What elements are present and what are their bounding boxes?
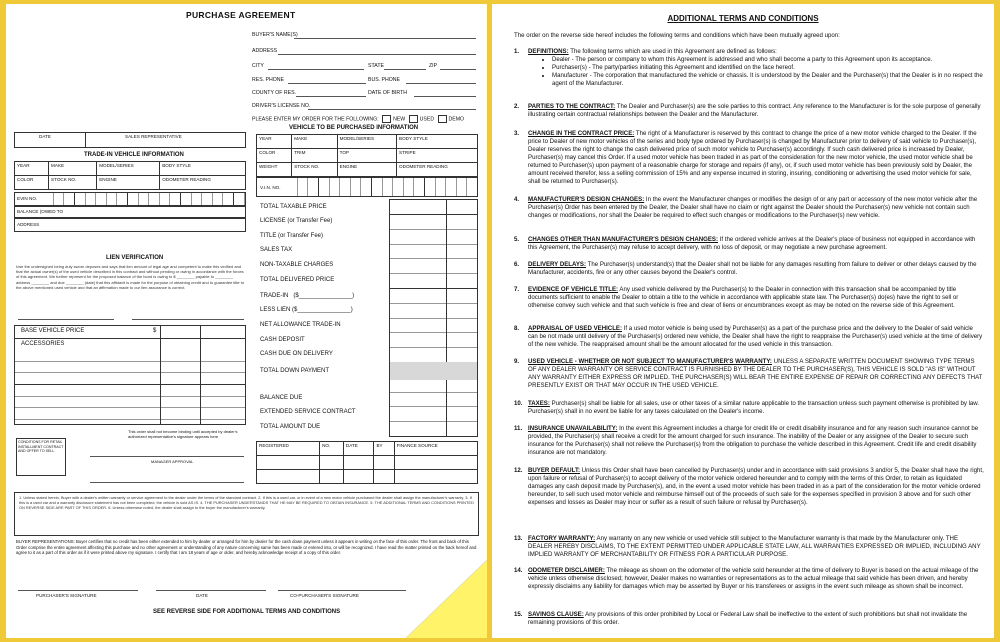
term-number: 4. [514, 196, 520, 203]
term-body [528, 48, 984, 88]
accessories-label: ACCESSORIES [21, 341, 65, 347]
term-15 [514, 611, 984, 627]
sig-date-label: DATE [196, 593, 208, 598]
veh-vin-box[interactable] [256, 177, 478, 197]
veh-body[interactable]: BODY STYLE [397, 135, 478, 149]
term-heading: MANUFACTURER'S DESIGN CHANGES: [528, 196, 645, 203]
reg-registered[interactable]: REGISTERED [257, 442, 320, 456]
divider [160, 338, 161, 424]
term-number: 15. [514, 611, 523, 618]
bus-phone-label: BUS. PHONE [368, 77, 400, 83]
term-7 [514, 286, 984, 310]
balance-label: BALANCE (OWED TO [17, 209, 64, 214]
divider [160, 326, 161, 338]
approval-line-2[interactable] [90, 482, 244, 483]
co-purchaser-signature-label: CO-PURCHASER'S SIGNATURE [290, 593, 359, 598]
vin-label: EVIN NO. [17, 196, 38, 201]
buyer-representations: BUYER REPRESENTATIONS: Buyer certifies that no credit has been either extended to him by dealer or arranged for him by dealer for the cash down payment unless it appears in writing on the face of this order. The front and back of this Order comprise the entire agreement affecting this purchase and no other agreement or understanding of any nature concerning same has been made or entered into, or will be recognized. I have read the matter printed on the back hereof and agree to it as a part of this order as if it were printed above my signature. I certify that I am 18 years of age or older, and hereby acknowledge receipt of a copy of this order. [16, 539, 477, 556]
reg-cell[interactable] [320, 470, 344, 484]
term-number: 10. [514, 400, 523, 407]
term-3 [514, 130, 984, 186]
county-label: COUNTY OF RES. [252, 90, 297, 96]
term-body [528, 467, 984, 507]
reg-cell[interactable] [343, 470, 374, 484]
lien-signature-line-2[interactable] [132, 319, 244, 320]
trade-year[interactable]: YEAR [15, 162, 49, 176]
vehicle-table [256, 134, 478, 177]
price-line-5: TOTAL DELIVERED PRICE [260, 277, 335, 283]
term-text: In the event the Manufacturer changes or modifies the design of or any part or accessory of the new motor vehicle after the Purchaser(s) Order has been entered by the Dealer, the Dealer shall have no claim or right against the Dealer should the Purchaser(s) new vehicle not contain such changes or modifications, nor shall the Dealer be required to effect such changes or modifications to the Purchaser(s) new vehicle. [528, 196, 978, 219]
term-heading: CHANGES OTHER THAN MANUFACTURER'S DESIGN CHANGES: [528, 236, 719, 243]
term-number: 8. [514, 325, 520, 332]
reg-date[interactable]: DATE [343, 442, 374, 456]
address-label: ADDRESS [252, 48, 278, 54]
price-rows[interactable] [390, 200, 477, 436]
conditions-small-box: CONDITIONS FOR RETAIL INSTALLMENT CONTRACT AND OFFER TO SELL [16, 438, 66, 476]
veh-model[interactable]: MODEL/SERIES [337, 135, 396, 149]
dollar-sign: $ [153, 328, 157, 334]
lien-signature-line[interactable] [18, 319, 114, 320]
co-purchaser-signature-line[interactable] [278, 590, 410, 591]
demo-label: DEMO [448, 116, 465, 123]
term-number: 11. [514, 425, 523, 432]
new-label: NEW [393, 116, 406, 123]
base-price-box [14, 325, 246, 425]
reg-cell[interactable] [257, 456, 320, 470]
reg-cell[interactable] [394, 470, 477, 484]
term-body [528, 358, 984, 390]
term-heading: SAVINGS CLAUSE: [528, 611, 584, 618]
veh-color[interactable]: COLOR [257, 149, 292, 163]
see-reverse-note: SEE REVERSE SIDE FOR ADDITIONAL TERMS AND CONDITIONS [153, 609, 341, 615]
divider [200, 326, 201, 424]
trade-dollar: $ [295, 293, 299, 299]
trade-body[interactable]: BODY STYLE [160, 162, 246, 176]
veh-vin-label: V.I.N. NO. [260, 185, 281, 190]
sales-rep-label: SALES REPRESENTATIVE [125, 134, 182, 139]
term-10 [514, 400, 984, 416]
base-price-row [15, 326, 245, 339]
trade-in-text: TRADE-IN [260, 293, 289, 299]
trade-in-title: TRADE-IN VEHICLE INFORMATION [84, 152, 184, 158]
term-heading: BUYER DEFAULT: [528, 467, 581, 474]
term-body [528, 130, 984, 186]
allowance-line-2: CASH DUE ON DELIVERY [260, 351, 333, 357]
reg-cell[interactable] [257, 470, 320, 484]
term-text: Any used vehicle delivered by the Purchaser(s) to the Dealer in connection with this transaction shall be accompanied by title documents sufficient to enable the Dealer to obtain a title to the vehicle in accordance with applicable state law. The Purchaser(s) do(es) have the right to sell or otherwise convey such vehicle and that such vehicle is free and clear of liens or encumbrances except as may be noted on the reverse side of this Agreement. [528, 286, 959, 309]
terms-intro: The order on the reverse side hereof includes the following terms and conditions which have been mutually agreed upon: [514, 32, 840, 39]
term-body [528, 611, 984, 627]
price-column [389, 199, 478, 437]
price-line-1: LICENSE (or Transfer Fee) [260, 218, 333, 224]
trade-address-box[interactable] [14, 218, 246, 232]
vin-cells [43, 193, 245, 205]
carbon-copy-corner [406, 560, 487, 638]
page-title: PURCHASE AGREEMENT [186, 10, 296, 20]
accessories-lines[interactable] [15, 350, 245, 424]
veh-weight[interactable]: WEIGHT [257, 163, 292, 177]
city-line[interactable] [268, 69, 364, 70]
zip-label: ZIP [429, 63, 438, 69]
term-body [528, 325, 984, 349]
veh-engine[interactable]: ENGINE [337, 163, 396, 177]
balance-line-2: TOTAL AMOUNT DUE [260, 424, 321, 430]
reg-cell[interactable] [374, 470, 394, 484]
veh-year[interactable]: YEAR [257, 135, 292, 149]
term-text: UNLESS A SEPARATE WRITTEN DOCUMENT SHOWING TYPE TERMS OF ANY DEALER WARRANTY OR SERVICE CONTRACT IS FURNISHED BY THE DEALER TO THE PURCHASER(S), THIS VEHICLE IS SOLD "AS IS" WITHOUT ANY WARRANTY EITHER EXPRESS OR IMPLIED. THE PURCHASER(S) WILL BEAR THE ENTIRE EXPENSE OF REPAIR OR CORRECTING ANY DEFECTS THAT PRESENTLY EXIST OR THAT MAY OCCUR IN THE USED VEHICLE. [528, 358, 983, 389]
allowance-line-3: TOTAL DOWN PAYMENT [260, 368, 330, 374]
term-text: If a used motor vehicle is being used by Purchaser(s) as a part of the purchase price and the delivery to the Dealer of said vehicle can be not made until delivery of the Purchaser(s) ordered new vehicle, the Dealer shall have the right to reappraise the Purchaser(s) used vehicle at the time of delivery of the new vehicle. The reappraised amount shall be the amount allocated for the used vehicle in this transaction. [528, 325, 983, 348]
purchaser-signature-line[interactable] [18, 590, 138, 591]
term-number: 5. [514, 236, 520, 243]
term-heading: DELIVERY DELAYS: [528, 261, 587, 268]
address-line[interactable] [278, 54, 476, 55]
term-body [528, 236, 984, 252]
dob-line[interactable] [414, 96, 476, 97]
date-line[interactable] [156, 590, 266, 591]
term-body [528, 567, 984, 591]
term-heading: TAXES: [528, 400, 550, 407]
manager-approval-label: MANAGER APPROVAL [151, 459, 194, 464]
veh-top[interactable]: TOP [337, 149, 396, 163]
reg-cell[interactable] [320, 456, 344, 470]
term-11 [514, 425, 984, 457]
purchase-agreement-front [6, 4, 487, 638]
term-text: Unless this Order shall have been cancelled by Purchaser(s) under and in accordance with said provisions 3 and/or 5, the Dealer shall have the right, upon failure or refusal of Purchaser(s) to accept delivery of the motor vehicle ordered hereunder and to comply with the terms of this Order, to retain as liquidated damages any cash deposit made by Purchaser(s), and, in the event a used motor vehicle has been traded in as a part of the consideration for the motor vehicle ordered hereunder, to sell such used motor vehicle and reimburse himself out of the proceeds of such sale for the expenses specified in provision 3 above and for such other expenses and losses as Dealer may incur or suffer as a result of such failure or refusal by Purchaser(s). [528, 467, 984, 506]
term-heading: INSURANCE UNAVAILABILITY: [528, 425, 618, 432]
term-number: 14. [514, 567, 523, 574]
reg-cell[interactable] [374, 456, 394, 470]
term-6 [514, 261, 984, 277]
term-bullets [542, 56, 984, 88]
veh-vin-cells [287, 178, 477, 196]
term-1 [514, 48, 984, 88]
balance-line-0: BALANCE DUE [260, 395, 303, 401]
city-label: CITY [252, 63, 264, 69]
state-line[interactable] [384, 69, 426, 70]
term-5 [514, 236, 984, 252]
trade-model[interactable]: MODEL/SERIES [97, 162, 160, 176]
term-heading: FACTORY WARRANTY: [528, 535, 596, 542]
demo-checkbox[interactable] [438, 115, 447, 123]
veh-stripe[interactable]: STRIPE [397, 149, 478, 163]
terms-title: ADDITIONAL TERMS AND CONDITIONS [667, 14, 819, 23]
term-body [528, 425, 984, 457]
term-body [528, 261, 984, 277]
used-label: USED [419, 116, 435, 123]
term-heading: CHANGE IN THE CONTRACT PRICE: [528, 130, 635, 137]
lien-title: LIEN VERIFICATION [106, 255, 164, 261]
term-12 [514, 467, 984, 507]
dob-label: DATE OF BIRTH [368, 90, 408, 96]
term-text: The following terms which are used in this Agreement are defined as follows: [570, 48, 777, 55]
term-text: The Dealer and Purchaser(s) are the sole parties to this contract. Any reference to the Manufacturer is for the sole purpose of generally illustrating certain contractual relationships between the Dealer and the Manufacturer. [528, 103, 981, 118]
vehicle-title: VEHICLE TO BE PURCHASED INFORMATION [289, 125, 419, 131]
res-phone-label: RES. PHONE [252, 77, 284, 83]
trade-stock[interactable]: STOCK NO. [49, 176, 97, 190]
date-sales-rep-box [14, 132, 246, 148]
term-number: 7. [514, 286, 520, 293]
trade-make[interactable]: MAKE [49, 162, 97, 176]
veh-trim[interactable]: TRIM [292, 149, 337, 163]
less-lien-label: LESS LIEN ($________________) [260, 307, 353, 313]
lien-text: I/we the undersigned being duly sworn deposes and says that lien amount of legal age and competent to make this verified and that the actual owner(s) of the used vehicle described in this contract and without pending or owing in accordance with the forces of this agreement. We further represent for the proposed balance of the bond is owing to $ ________ payable to ________ address ________ and due ________ (date) that this affidavit is made for the purpose of obtaining credit and to guarantee title to the above mentioned used vehicle and that an affirmation made to our lien assurance is correct. [16, 264, 245, 290]
cents-divider [446, 200, 447, 436]
reg-cell[interactable] [343, 456, 374, 470]
term-body [528, 196, 984, 220]
term-heading: ODOMETER DISCLAIMER: [528, 567, 605, 574]
price-line-0: TOTAL TAXABLE PRICE [260, 204, 327, 210]
order-for-label [252, 115, 464, 123]
term-number: 13. [514, 535, 523, 542]
term-text: In the event this Agreement includes a charge for credit life or credit disability insurance and for any reason such insurance cannot be provided, the Purchaser(s) shall receive a credit for the amount charged for such insurance. The inability of the Dealer or any assignee of the Dealer to secure such insurance for the Purchaser(s) shall not relieve the Purchaser(s) from the obligation to purchase the vehicle described in this Agreement. Credit life and credit disability insurance are not mandatory. [528, 425, 979, 456]
reg-finance[interactable]: FINANCE SOURCE [394, 442, 477, 456]
term-bullet: • Manufacturer - The corporation that manufactured the vehicle or chassis. It is understood by the Dealer and the Purchaser(s) that the Dealer is in no respect the agent of the Manufacturer. [552, 72, 984, 88]
term-number: 6. [514, 261, 520, 268]
term-text: The mileage as shown on the odometer of the vehicle sold hereunder at the time of delivery to Buyer is based on the actual mileage of the vehicle unless otherwise disclosed; however, Dealer makes no warranties or representations as to the actual mileage that said vehicle has been driven, and hereby expressly disclaims any liability for damages which may be asserted by Buyer or his transferees or assigns in the event such mileage as shown shall be incorrect. [528, 567, 979, 590]
bus-phone-line[interactable] [406, 83, 476, 84]
term-heading: EVIDENCE OF VEHICLE TITLE: [528, 286, 619, 293]
state-label: STATE [368, 63, 384, 69]
registration-table [256, 441, 478, 484]
price-line-2: TITLE (or Transfer Fee) [260, 233, 324, 239]
trade-engine[interactable]: ENGINE [97, 176, 160, 190]
price-line-3: SALES TAX [260, 247, 293, 253]
term-number: 12. [514, 467, 523, 474]
term-8 [514, 325, 984, 349]
term-4 [514, 196, 984, 220]
new-checkbox[interactable] [382, 115, 391, 123]
manager-sig-line[interactable] [90, 456, 244, 457]
reg-no[interactable]: NO. [320, 442, 344, 456]
order-not-binding: This order shall not become binding until accepted by dealer's authorized representative's signature appears here [128, 429, 238, 439]
term-text: The right of a Manufacturer is reserved by this contract to change the price of a new motor vehicle charged to the Dealer. If the price to Dealer of new motor vehicles of the series and body type ordered by Purchaser(s) is changed by Manufacturer prior to delivery of said vehicle to Purchaser(s), Dealer reserves the right to change the cash delivered price of such motor vehicle to Purchaser(s) accordingly. If such cash delivered price is increased by Dealer, Purchaser(s) may cancel this Order. If a used motor vehicle has been traded in as part of the consideration for the new motor vehicle, the used motor vehicle shall be returned to Purchaser(s) upon payment of a reasonable charge for storage and repairs (if any), or, if such used motor vehicle has been previously sold by Dealer, the amount received therefor, less a selling commission of 15% and any expense incurred in storing, insuring, conditioning or advertising the used motor vehicle for sale, shall be returned to Purchaser(s). [528, 130, 977, 185]
term-body [528, 286, 984, 310]
term-body [528, 400, 984, 416]
term-bullet: • Purchaser(s) - The party/parties initiating this Agreement and identified on the face hereof. [552, 64, 984, 72]
numbered-conditions: 1. Unless stated herein, Buyer with a dealer's written warranty or service agreement to the dealer under the terms of the standard contract. 2. If this is a used car, or in event of a new motor vehicle purchased the dealer shall assign the manufacturer's warranty. 3. If this is a used car and a warranty disclosure statement has not been completed, the vehicle is sold AS IS. 4. THE PURCHASER UNDERSTANDS THAT HE MAY BE REQUIRED TO OBTAIN INSURANCE. 5. THE ADDITIONAL TERMS AND CONDITIONS PRINTED ON REVERSE SIDE ARE PART OF THIS ORDER. 6. Unless otherwise noted, the dealer shall assign to the buyer the manufacturer's warranty. [19, 495, 474, 511]
allowance-line-0: NET ALLOWANCE TRADE-IN [260, 322, 341, 328]
order-for-text: PLEASE ENTER MY ORDER FOR THE FOLLOWING: [252, 116, 379, 123]
term-number: 3. [514, 130, 520, 137]
term-text: Purchaser(s) shall be liable for all sales, use or other taxes of a similar nature applicable to the transaction unless such payment otherwise is prohibited by law. Purchaser(s) shall in no event be liable for any taxes calculated on the Dealer's income. [528, 400, 980, 415]
term-9 [514, 358, 984, 390]
lien-dollar: $ [294, 307, 298, 313]
trade-in-label: TRADE-IN ($________________) [260, 293, 355, 299]
term-number: 9. [514, 358, 520, 365]
term-number: 1. [514, 48, 520, 55]
allowance-line-1: CASH DEPOSIT [260, 337, 305, 343]
divider [85, 133, 86, 147]
balance-box[interactable] [14, 206, 246, 218]
trade-address-label: ADDRESS [17, 222, 40, 227]
price-line-4: NON-TAXABLE CHARGES [260, 262, 334, 268]
term-bullet: • Dealer - The person or company to whom this Agreement is addressed and who shall become a party to this Agreement upon its acceptance. [552, 56, 984, 64]
trade-vin-box[interactable] [14, 192, 246, 206]
zip-line[interactable] [440, 69, 476, 70]
additional-terms-back [492, 4, 994, 638]
trade-color[interactable]: COLOR [15, 176, 49, 190]
term-2 [514, 103, 984, 119]
term-14 [514, 567, 984, 591]
term-text: Any provisions of this order prohibited by Local or Federal Law shall be ineffective to the extent of such prohibitions but shall not invalidate the remaining provisions of this order. [528, 611, 968, 626]
less-lien-text: LESS LIEN [260, 307, 291, 313]
term-13 [514, 535, 984, 559]
term-body [528, 103, 984, 119]
term-text: The Purchaser(s) understand(s) that the Dealer shall not be liable for any damages resulting from failure to deliver or other delays caused by the Manufacturer, accidents, fire or any other causes beyond the Dealer's control. [528, 261, 977, 276]
license-line[interactable] [308, 109, 476, 110]
term-body [528, 535, 984, 559]
term-heading: USED VEHICLE - WHETHER OR NOT SUBJECT TO MANUFACTURER'S WARRANTY: [528, 358, 772, 365]
down-payment-shade [390, 362, 477, 380]
term-text: Any warranty on any new vehicle or used vehicle still subject to the Manufacturer warranty is that made by the Manufacturer only. THE DEALER HEREBY DISCLAIMS, TO THE EXTENT PERMITTED UNDER APPLICABLE STATE LAW, ALL WARRANTIES EXPRESSED OR IMPLIED, INCLUDING ANY IMPLIED WARRANTY OF MERCHANTABILITY OR FITNESS FOR A PARTICULAR PURPOSE. [528, 535, 981, 558]
trade-odometer[interactable]: ODOMETER READING [160, 176, 246, 190]
date-label: DATE [39, 134, 51, 139]
veh-make[interactable]: MAKE [292, 135, 337, 149]
term-heading: DEFINITIONS: [528, 48, 569, 55]
reg-cell[interactable] [394, 456, 477, 470]
balance-line-1: EXTENDED SERVICE CONTRACT [260, 409, 356, 415]
veh-odometer[interactable]: ODOMETER READING [397, 163, 478, 177]
res-phone-line[interactable] [288, 83, 366, 84]
term-heading: APPRAISAL OF USED VEHICLE: [528, 325, 623, 332]
trade-in-table [14, 161, 246, 190]
county-line[interactable] [296, 96, 366, 97]
used-checkbox[interactable] [409, 115, 418, 123]
license-label: DRIVER'S LICENSE NO. [252, 103, 311, 109]
base-price-label: BASE VEHICLE PRICE [21, 328, 85, 334]
reg-by[interactable]: BY [374, 442, 394, 456]
term-text: If the ordered vehicle arrives at the Dealer's place of business not equipped in accordance with this Agreement, the Purchaser(s) may refuse to accept delivery, with no loss of deposit, or may negotiate a new purchase agreement. [528, 236, 976, 251]
buyer-name-line[interactable] [294, 38, 476, 39]
numbered-conditions-box [14, 492, 479, 536]
buyer-name-label: BUYER'S NAME(S) [252, 32, 298, 38]
veh-stock[interactable]: STOCK NO. [292, 163, 337, 177]
term-number: 2. [514, 103, 520, 110]
purchaser-signature-label: PURCHASER'S SIGNATURE [36, 593, 97, 598]
term-heading: PARTIES TO THE CONTRACT: [528, 103, 616, 110]
